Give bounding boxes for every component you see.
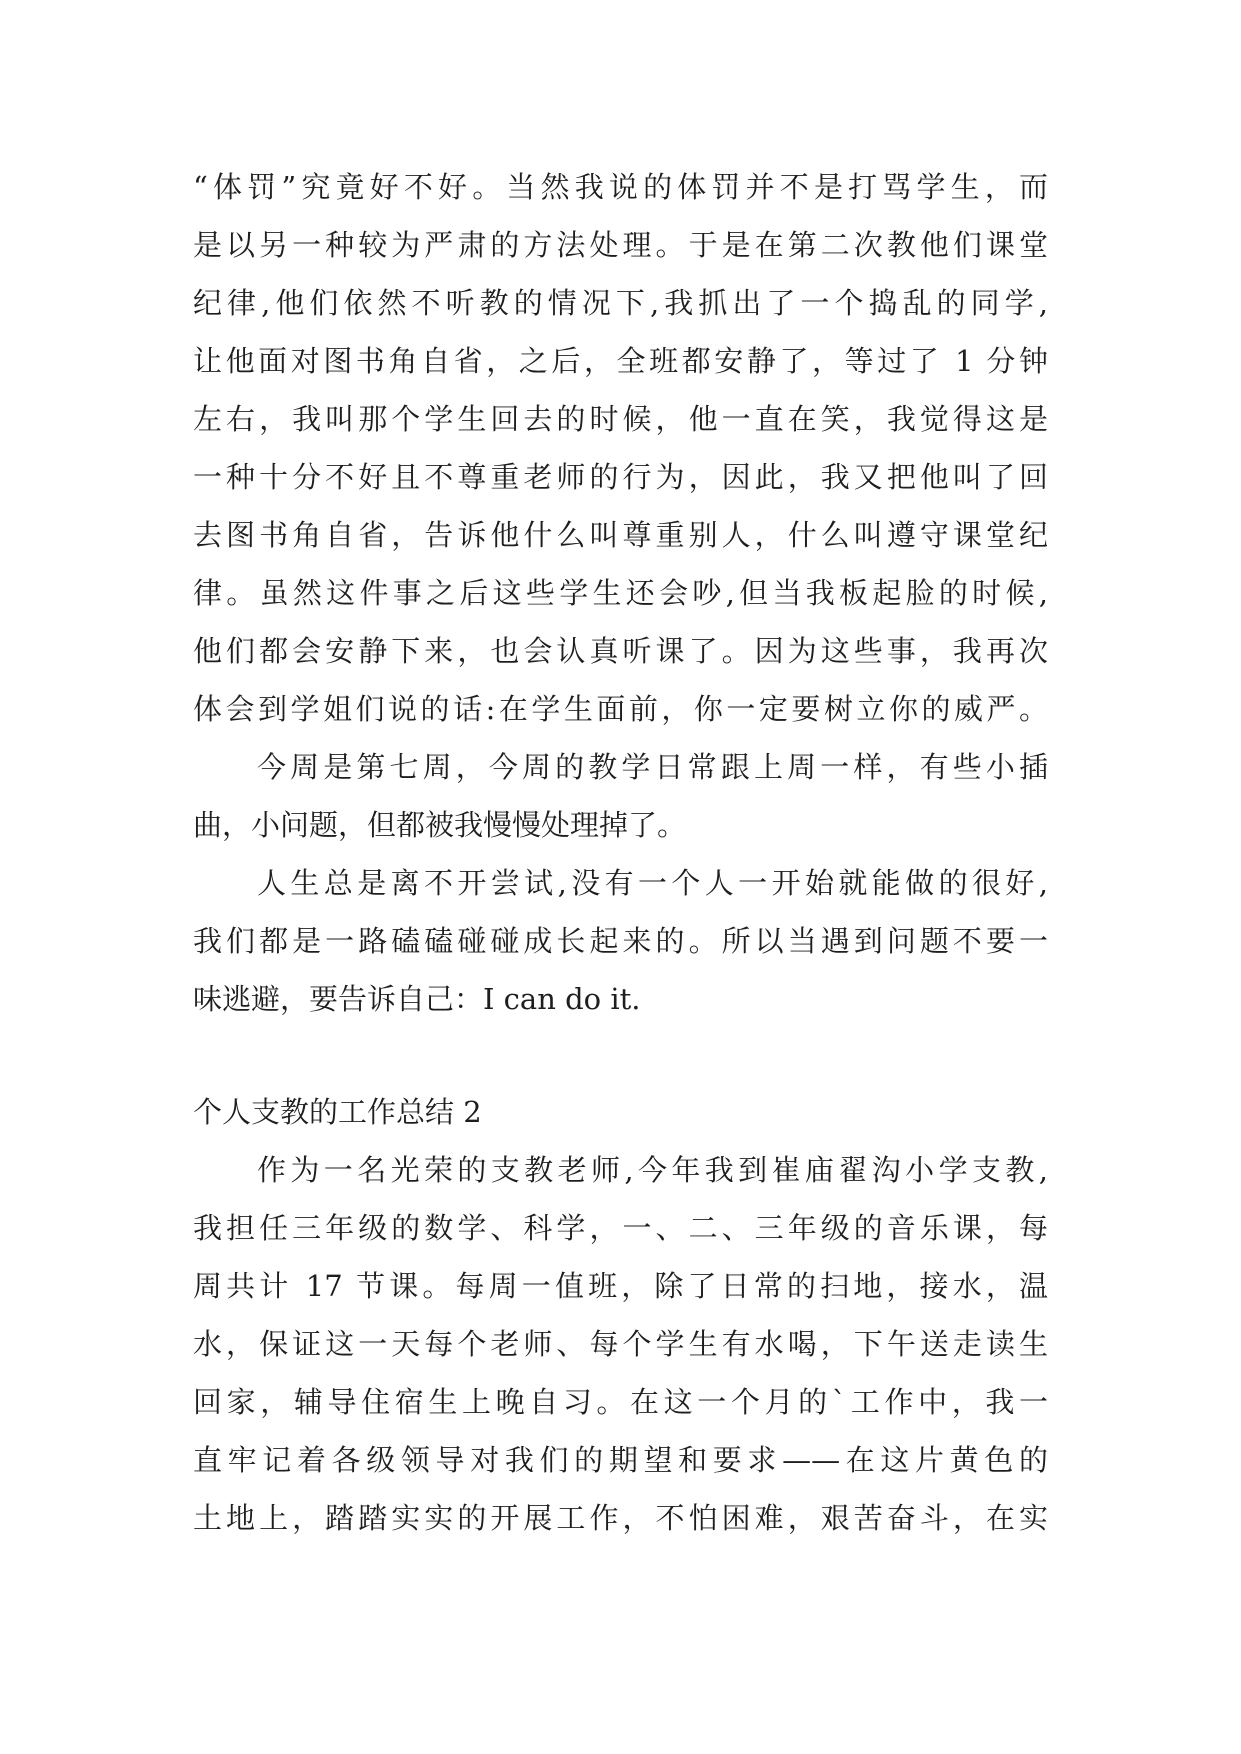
- text-line: 味逃避，要告诉自己：I can do it.: [193, 982, 641, 1016]
- document-body: [193, 158, 1048, 1547]
- text-line: 去图书角自省，告诉他什么叫尊重别人，什么叫遵守课堂纪: [193, 518, 1048, 552]
- text-line: 纪律,他们依然不听教的情况下,我抓出了一个捣乱的同学,: [193, 286, 1048, 320]
- text-line: 我们都是一路磕磕碰碰成长起来的。所以当遇到问题不要一: [193, 924, 1048, 958]
- text-line: 我担任三年级的数学、科学，一、二、三年级的音乐课，每: [193, 1211, 1048, 1245]
- text-line: 水，保证这一天每个老师、每个学生有水喝，下午送走读生: [193, 1327, 1048, 1361]
- text-line: 是以另一种较为严肃的方法处理。于是在第二次教他们课堂: [193, 228, 1048, 262]
- paragraph-3: [193, 854, 1048, 1028]
- paragraph-2: [193, 738, 1048, 854]
- text-line: 体会到学姐们说的话:在学生面前，你一定要树立你的威严。: [193, 692, 1048, 726]
- text-line: 回家，辅导住宿生上晚自习。在这一个月的`工作中，我一: [193, 1385, 1048, 1419]
- text-line: 土地上，踏踏实实的开展工作，不怕困难，艰苦奋斗，在实: [193, 1501, 1048, 1535]
- text-line: 他们都会安静下来，也会认真听课了。因为这些事，我再次: [193, 634, 1048, 668]
- section-heading: 个人支教的工作总结 2: [193, 1095, 482, 1129]
- text-line: 人生总是离不开尝试,没有一个人一开始就能做的很好,: [257, 866, 1048, 900]
- text-line: “体罚”究竟好不好。当然我说的体罚并不是打骂学生，而: [193, 170, 1048, 204]
- text-line: 今周是第七周，今周的教学日常跟上周一样，有些小插: [257, 750, 1048, 784]
- text-line: 左右，我叫那个学生回去的时候，他一直在笑，我觉得这是: [193, 402, 1048, 436]
- text-line: 律。虽然这件事之后这些学生还会吵,但当我板起脸的时候,: [193, 576, 1048, 610]
- text-line: 直牢记着各级领导对我们的期望和要求——在这片黄色的: [193, 1443, 1048, 1477]
- text-line: 作为一名光荣的支教老师,今年我到崔庙翟沟小学支教,: [257, 1153, 1048, 1187]
- text-line: 周共计 17 节课。每周一值班，除了日常的扫地，接水，温: [193, 1269, 1048, 1303]
- text-line: 曲，小问题，但都被我慢慢处理掉了。: [193, 808, 687, 842]
- paragraph-1: [193, 158, 1048, 738]
- text-line: 让他面对图书角自省，之后，全班都安静了，等过了 1 分钟: [193, 344, 1048, 378]
- paragraph-4: [193, 1141, 1048, 1547]
- text-line: 一种十分不好且不尊重老师的行为，因此，我又把他叫了回: [193, 460, 1048, 494]
